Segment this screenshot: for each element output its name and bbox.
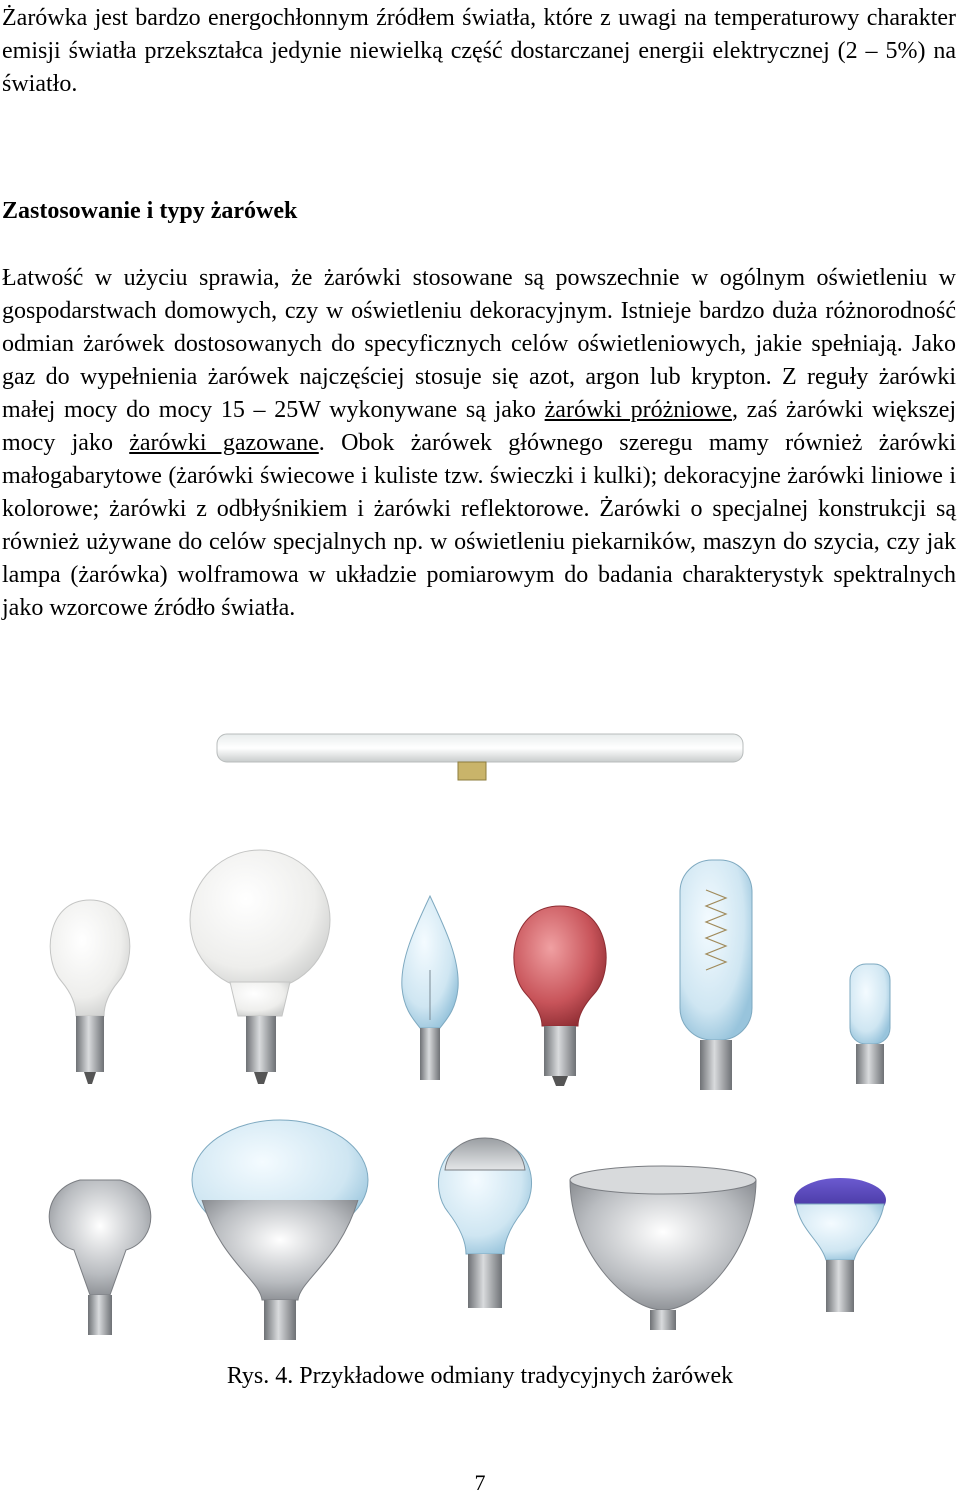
paragraph-text-3: . Obok żarówek głównego szeregu mamy również żarówki małogabarytowe (żarówki świecowe i kuliste tzw. świeczki i kulki); dekoracyjne żarówki liniowe i kolorowe; żarówki z odbłyśnikiem i żarówki reflektorowe. Żarówki o specjalnej konstrukcji są również używane do celów specjalnych np. w oświetleniu piekarników, maszyn do szycia, czy jak lampa (żarówka) wolframowa w układzie pomiarowym do badania charakterystyk spektralnych jako wzorcowe źródło światła. [2,430,956,621]
figure-caption: Rys. 4. Przykładowe odmiany tradycyjnych żarówek [226,1363,734,1389]
small-appliance-bulb [850,964,890,1084]
red-color-bulb [514,906,606,1086]
page-number: 7 [474,1470,486,1495]
par-aluminium-reflector [570,1166,756,1330]
purple-reflector-bulb [794,1178,886,1312]
frosted-standard-bulb [50,900,130,1084]
link-gas-filled-bulbs[interactable]: żarówki gazowane [129,430,319,456]
intro-paragraph: Żarówka jest bardzo energochłonnym źródłem światła, które z uwagi na temperaturowy charakter emisji światła przekształca jedynie niewielką część dostarczanej energii elektrycznej (2 – 5%) na światło. [2,5,956,97]
section-heading: Zastosowanie i typy żarówek [2,198,298,224]
silver-crown-bulb [438,1138,531,1308]
linear-bulb [217,734,743,780]
paragraph-text-2: , zaś żarówki większej mocy jako [2,397,957,456]
tubular-filament-bulb [680,860,752,1090]
frosted-globe-bulb [190,850,330,1084]
bulbs-figure [0,720,960,1350]
paragraph-text-1: Łatwość w użyciu sprawia, że żarówki stosowane są powszechnie w ogólnym oświetleniu w gospodarstwach domowych, czy w oświetleniu dekoracyjnym. Istnieje bardzo duża różnorodność odmian żarówek dostosowanych do specyficznych celów oświetleniowych, jakie spełniają. Jako gaz do wypełnienia żarówek najczęściej stosuje się azot, argon lub krypton. Z reguły żarówki małej mocy do mocy 15 – 25W wykonywane są jako [2,265,956,423]
reflector-bulb-left [49,1180,151,1335]
link-vacuum-bulbs[interactable]: żarówki próżniowe [544,397,732,423]
candle-bulb [402,896,458,1080]
section-paragraph [2,262,956,625]
par-floodlight-bulb [192,1120,368,1340]
